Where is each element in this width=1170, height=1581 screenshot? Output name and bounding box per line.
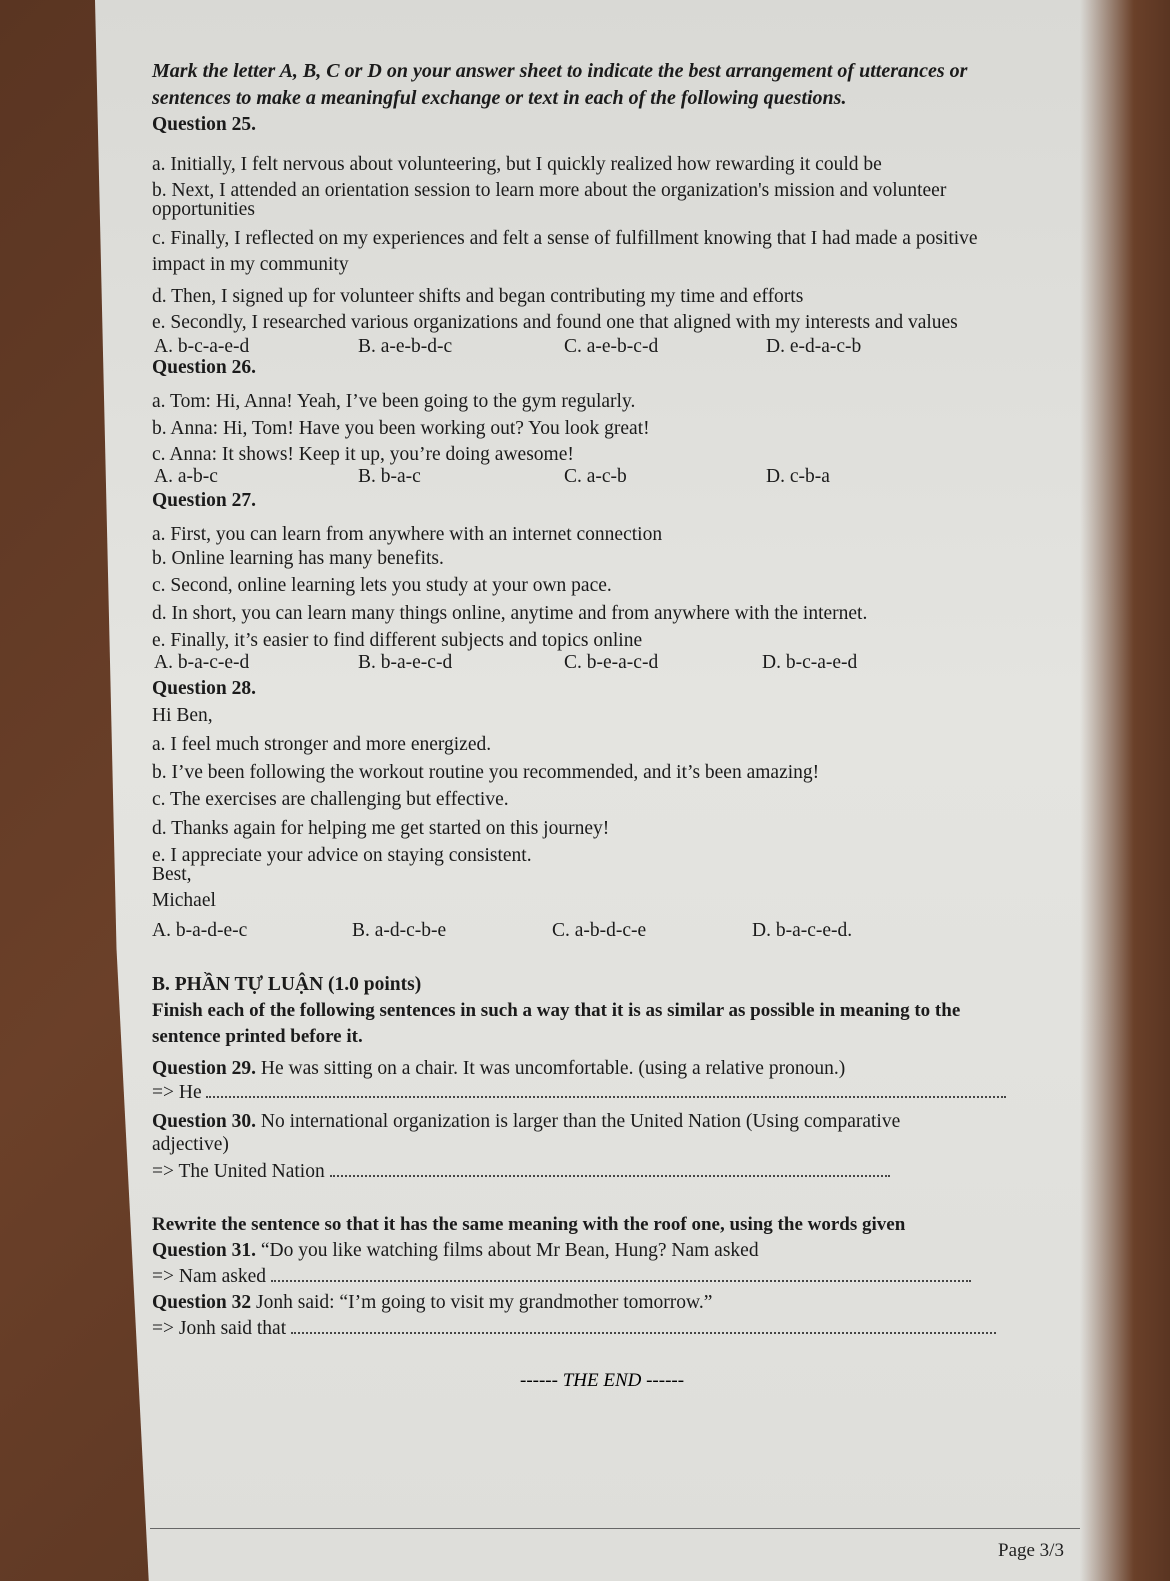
q28-option-c[interactable]: C. a-b-d-c-e [552, 920, 647, 941]
rewrite-instruction: Rewrite the sentence so that it has the same meaning with the roof one, using the words given [152, 1214, 906, 1235]
page-number: Page 3/3 [998, 1540, 1064, 1561]
q28-signature: Michael [152, 890, 216, 911]
q32-answer-prefix: => Jonh said that [152, 1318, 287, 1339]
q29-line [152, 1059, 845, 1079]
question-28-title: Question 28. [152, 678, 257, 699]
q31-answer-prefix: => Nam asked [152, 1266, 267, 1287]
q29-text: He was sitting on a chair. It was uncomfortable. (using a relative pronoun.) [256, 1058, 846, 1079]
q30-answer-prefix: => The United Nation [152, 1161, 325, 1182]
q31-answer-blank[interactable] [271, 1266, 971, 1282]
q25-b1: b. Next, I attended an orientation session to learn more about the organization's mission and volunteer [152, 180, 947, 201]
q25-a: a. Initially, I felt nervous about volunteering, but I quickly realized how rewarding it could be [152, 154, 882, 175]
part-b-instruction-2: sentence printed before it. [152, 1026, 363, 1047]
q29-answer-line [152, 1082, 1006, 1103]
q25-option-a[interactable]: A. b-c-a-e-d [154, 336, 250, 357]
q30-answer-line [152, 1161, 890, 1182]
q25-d: d. Then, I signed up for volunteer shifts and began contributing my time and efforts [152, 286, 804, 307]
q28-option-b[interactable]: B. a-d-c-b-e [352, 920, 447, 941]
part-b-instruction-1: Finish each of the following sentences in such a way that it is as similar as possible in meaning to the [152, 1000, 961, 1021]
q27-option-c[interactable]: C. b-e-a-c-d [564, 652, 659, 673]
q25-c1: c. Finally, I reflected on my experiences and felt a sense of fulfillment knowing that I had made a positive [152, 228, 978, 249]
q30-text-2: adjective) [152, 1134, 229, 1155]
q28-b: b. I’ve been following the workout routine you recommended, and it’s been amazing! [152, 762, 820, 783]
part-b-title: B. PHẦN TỰ LUẬN (1.0 points) [152, 974, 422, 995]
q28-option-d[interactable]: D. b-a-c-e-d. [752, 920, 853, 941]
q32-answer-line [152, 1318, 996, 1339]
q28-c: c. The exercises are challenging but effective. [152, 789, 509, 810]
q32-text: Jonh said: “I’m going to visit my grandmother tomorrow.” [251, 1292, 713, 1313]
q26-option-a[interactable]: A. a-b-c [154, 466, 218, 487]
q31-answer-line [152, 1266, 971, 1287]
q31-line [152, 1241, 759, 1261]
q25-option-d[interactable]: D. e-d-a-c-b [766, 336, 862, 357]
q29-answer-blank[interactable] [206, 1082, 1006, 1098]
question-26-title: Question 26. [152, 357, 257, 378]
q30-label: Question 30. [152, 1111, 257, 1132]
q32-answer-blank[interactable] [291, 1318, 996, 1334]
q27-option-d[interactable]: D. b-c-a-e-d [762, 652, 858, 673]
q32-label: Question 32 [152, 1292, 252, 1313]
instructions-line-1: Mark the letter A, B, C or D on your answer sheet to indicate the best arrangement of utterances or [152, 60, 968, 82]
q31-text: “Do you like watching films about Mr Bean, Hung? Nam asked [256, 1240, 759, 1261]
instructions-line-2: sentences to make a meaningful exchange or text in each of the following questions. [152, 87, 847, 109]
q27-a: a. First, you can learn from anywhere with an internet connection [152, 524, 663, 545]
question-25-title: Question 25. [152, 114, 257, 135]
q30-text: No international organization is larger than the United Nation (Using comparative [256, 1111, 901, 1132]
q25-option-b[interactable]: B. a-e-b-d-c [358, 336, 453, 357]
q26-c: c. Anna: It shows! Keep it up, you’re doing awesome! [152, 444, 574, 465]
q28-closing: Best, [152, 864, 192, 885]
q27-d: d. In short, you can learn many things online, anytime and from anywhere with the internet. [152, 603, 868, 624]
q32-line [152, 1293, 712, 1313]
q25-c2: impact in my community [152, 254, 349, 275]
q29-label: Question 29. [152, 1058, 257, 1079]
q28-a: a. I feel much stronger and more energized. [152, 734, 492, 755]
footer-divider [150, 1528, 1080, 1529]
q25-e: e. Secondly, I researched various organizations and found one that aligned with my interests and values [152, 312, 958, 333]
the-end-marker: ------ THE END ------ [520, 1370, 685, 1391]
q29-answer-prefix: => He [152, 1082, 202, 1103]
q27-option-b[interactable]: B. b-a-e-c-d [358, 652, 453, 673]
desk-edge [1080, 0, 1170, 1581]
q26-b: b. Anna: Hi, Tom! Have you been working out? You look great! [152, 418, 650, 439]
q26-option-d[interactable]: D. c-b-a [766, 466, 830, 487]
q28-option-a[interactable]: A. b-a-d-e-c [152, 920, 248, 941]
q27-b: b. Online learning has many benefits. [152, 548, 444, 569]
q28-d: d. Thanks again for helping me get started on this journey! [152, 818, 610, 839]
q27-c: c. Second, online learning lets you study at your own pace. [152, 575, 612, 596]
q25-b2: opportunities [152, 199, 255, 220]
question-27-title: Question 27. [152, 490, 257, 511]
q26-option-b[interactable]: B. b-a-c [358, 466, 421, 487]
q28-greeting: Hi Ben, [152, 705, 213, 726]
q31-label: Question 31. [152, 1240, 257, 1261]
q30-answer-blank[interactable] [330, 1161, 890, 1177]
q27-e: e. Finally, it’s easier to find different subjects and topics online [152, 630, 643, 651]
q27-option-a[interactable]: A. b-a-c-e-d [154, 652, 250, 673]
q26-option-c[interactable]: C. a-c-b [564, 466, 627, 487]
q30-line [152, 1112, 900, 1132]
q26-a: a. Tom: Hi, Anna! Yeah, I’ve been going to the gym regularly. [152, 391, 636, 412]
q25-option-c[interactable]: C. a-e-b-c-d [564, 336, 659, 357]
q28-e: e. I appreciate your advice on staying consistent. [152, 845, 532, 866]
